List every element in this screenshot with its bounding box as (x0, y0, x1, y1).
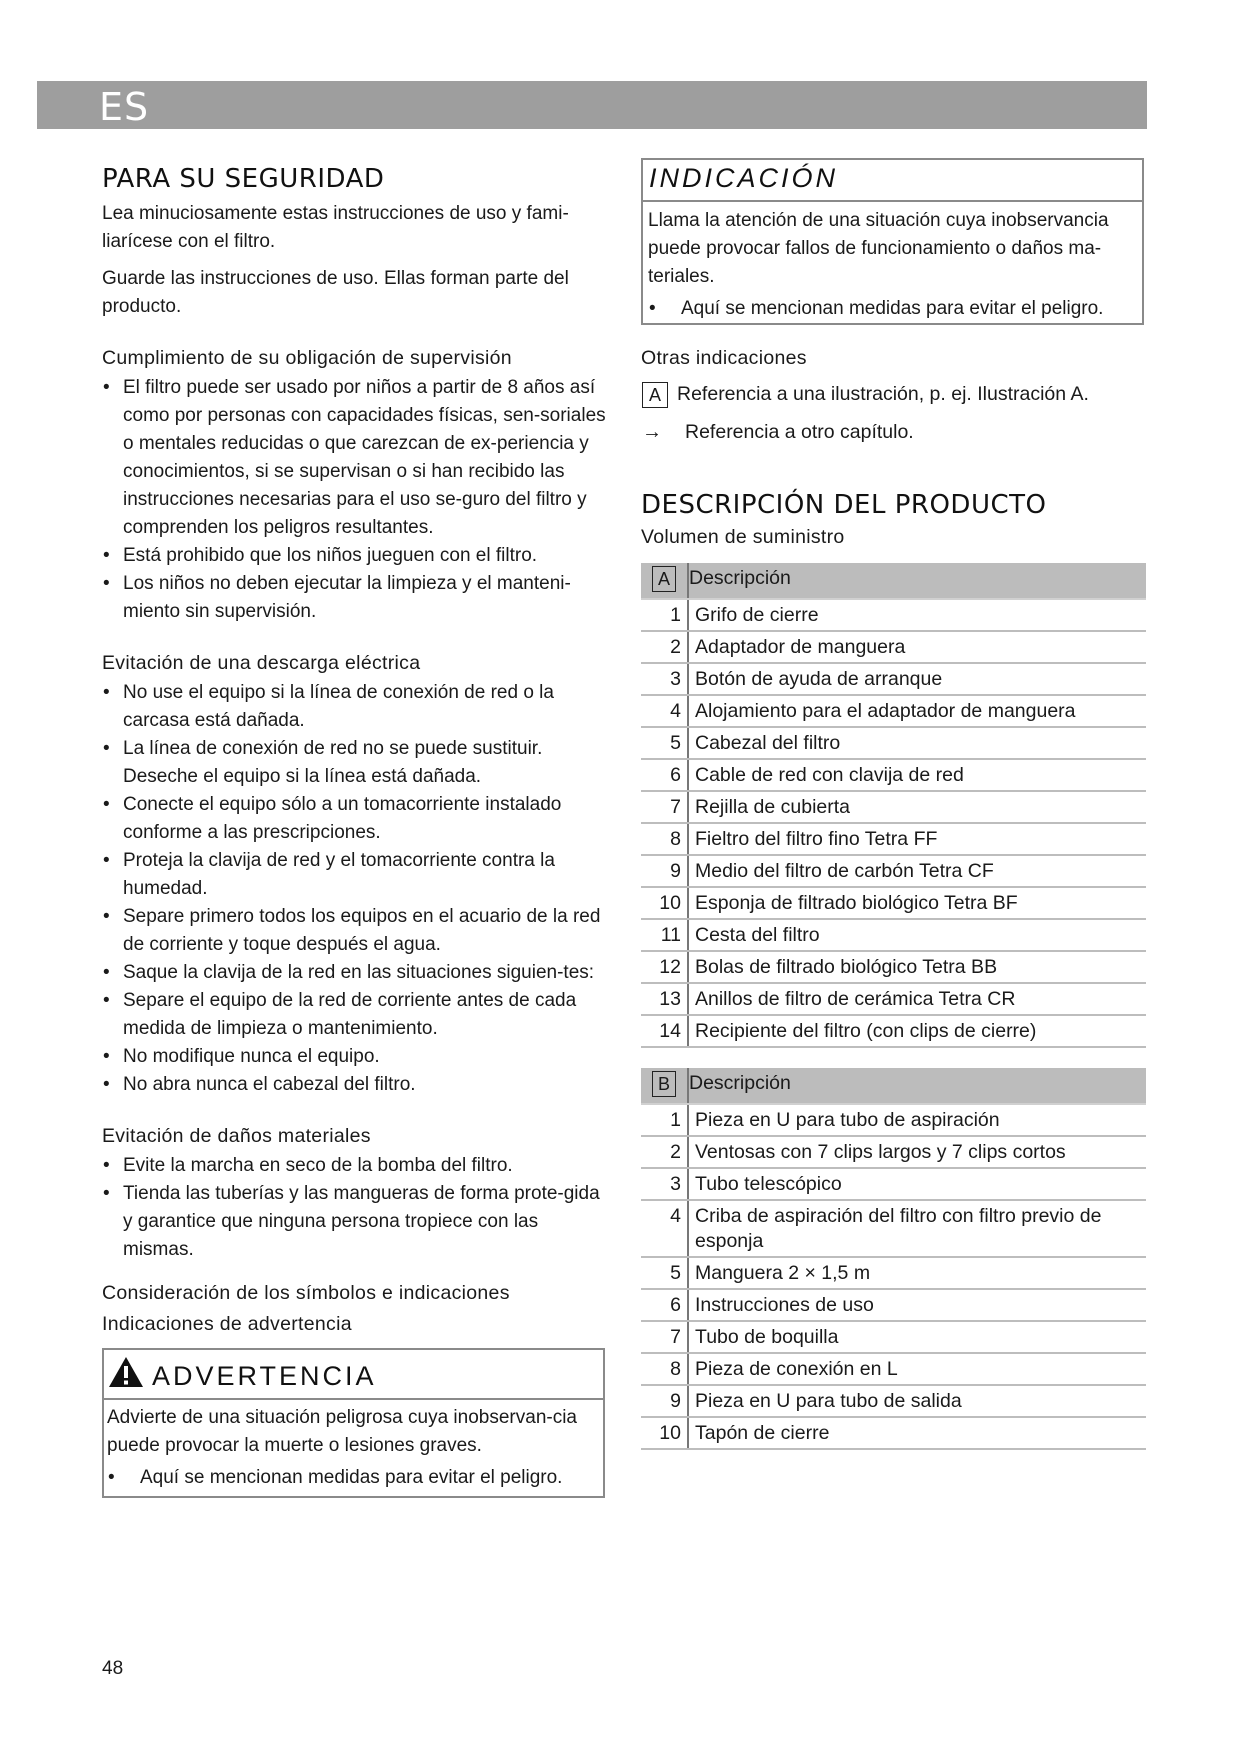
note-box-header (643, 160, 1142, 202)
table-row (641, 1417, 1146, 1449)
table-row (641, 983, 1146, 1015)
row-description: Tapón de cierre (688, 1417, 1146, 1449)
row-description: Anillos de filtro de cerámica Tetra CR (688, 983, 1146, 1015)
table-row (641, 1200, 1146, 1257)
row-number: 6 (641, 759, 688, 791)
table-row (641, 1257, 1146, 1289)
ref-chapter-text: Referencia a otro capítulo. (685, 421, 914, 443)
row-number: 13 (641, 983, 688, 1015)
note-title: INDICACIÓN (649, 163, 839, 193)
list-item: • Proteja la clavija de red y el tomacorriente contra la humedad. (102, 847, 607, 903)
table-row (641, 951, 1146, 983)
row-number: 7 (641, 791, 688, 823)
table-row (641, 1104, 1146, 1136)
row-number: 14 (641, 1015, 688, 1047)
table-row (641, 1289, 1146, 1321)
list-item: • Separe primero todos los equipos en el acuario de la red de corriente y toque después el agua. (102, 903, 607, 959)
warning-box (102, 1348, 605, 1498)
row-description: Manguera 2 × 1,5 m (688, 1257, 1146, 1289)
warning-bullet: • Aquí se mencionan medidas para evitar el peligro. (107, 1464, 600, 1492)
table-row (641, 663, 1146, 695)
row-description: Esponja de filtrado biológico Tetra BF (688, 887, 1146, 919)
row-number: 3 (641, 663, 688, 695)
left-column (102, 158, 607, 1498)
row-number: 12 (641, 951, 688, 983)
row-description: Pieza de conexión en L (688, 1353, 1146, 1385)
table-b-header: Descripción (688, 1068, 1146, 1104)
row-number: 7 (641, 1321, 688, 1353)
list-item: • El filtro puede ser usado por niños a partir de 8 años así como por personas con capacidades físicas, sen-soriales o mentales reducidas o que carezcan de ex-periencia y conocimientos, si se supervisan o si han recibido las instrucciones necesarias para el uso se-guro del filtro y comprenden los peligros resultantes. (102, 374, 607, 542)
table-row (641, 727, 1146, 759)
table-row (641, 1015, 1146, 1047)
warning-title: ADVERTENCIA (152, 1361, 377, 1391)
table-row (641, 855, 1146, 887)
right-column (641, 158, 1146, 1450)
row-description: Tubo de boquilla (688, 1321, 1146, 1353)
warning-triangle-icon (108, 1356, 144, 1388)
row-description: Pieza en U para tubo de salida (688, 1385, 1146, 1417)
list-item: • No use el equipo si la línea de conexión de red o la carcasa está dañada. (102, 679, 607, 735)
row-number: 2 (641, 631, 688, 663)
table-row (641, 1321, 1146, 1353)
table-row (641, 599, 1146, 631)
ref-illustration-symbol: A (642, 382, 668, 408)
ref-illustration (641, 380, 1146, 408)
list-item: • Conecte el equipo sólo a un tomacorriente instalado conforme a las prescripciones. (102, 791, 607, 847)
product-title: DESCRIPCIÓN DEL PRODUCTO (641, 490, 1047, 520)
row-description: Bolas de filtrado biológico Tetra BB (688, 951, 1146, 983)
parts-table-a (641, 563, 1146, 1048)
language-bar (37, 81, 1147, 129)
row-number: 4 (641, 1200, 688, 1257)
parts-table-b (641, 1068, 1146, 1450)
note-box (641, 158, 1144, 325)
row-number: 5 (641, 727, 688, 759)
row-description: Grifo de cierre (688, 599, 1146, 631)
safety-title: PARA SU SEGURIDAD (102, 164, 385, 194)
electric-list (102, 679, 607, 1099)
intro-paragraph-1: Lea minuciosamente estas instrucciones de uso y fami-liarícese con el filtro. (102, 203, 569, 252)
table-row (641, 759, 1146, 791)
table-row (641, 695, 1146, 727)
symbols-heading: Consideración de los símbolos e indicaciones (102, 1282, 510, 1304)
row-description: Alojamiento para el adaptador de manguera (688, 695, 1146, 727)
table-row (641, 791, 1146, 823)
row-number: 3 (641, 1168, 688, 1200)
row-description: Tubo telescópico (688, 1168, 1146, 1200)
warning-text: Advierte de una situación peligrosa cuya inobservan-cia puede provocar la muerte o lesiones graves. (107, 1407, 577, 1456)
row-number: 8 (641, 823, 688, 855)
electric-heading: Evitación de una descarga eléctrica (102, 652, 421, 674)
table-row (641, 919, 1146, 951)
table-row (641, 1168, 1146, 1200)
row-description: Botón de ayuda de arranque (688, 663, 1146, 695)
table-row (641, 1353, 1146, 1385)
row-description: Cabezal del filtro (688, 727, 1146, 759)
supply-heading: Volumen de suministro (641, 526, 845, 548)
table-row (641, 887, 1146, 919)
list-item: • Evite la marcha en seco de la bomba del filtro. (102, 1152, 607, 1180)
row-description: Ventosas con 7 clips largos y 7 clips cortos (688, 1136, 1146, 1168)
table-row (641, 1385, 1146, 1417)
list-item: • Separe el equipo de la red de corriente antes de cada medida de limpieza o mantenimiento. (102, 987, 607, 1043)
material-list (102, 1152, 607, 1264)
table-row (641, 631, 1146, 663)
list-item: • Está prohibido que los niños jueguen con el filtro. (102, 542, 607, 570)
page-number: 48 (102, 1658, 124, 1679)
row-number: 11 (641, 919, 688, 951)
row-number: 9 (641, 1385, 688, 1417)
intro-paragraph-2: Guarde las instrucciones de uso. Ellas forman parte del producto. (102, 268, 569, 317)
table-b-label: B (652, 1071, 676, 1097)
row-number: 8 (641, 1353, 688, 1385)
row-description: Adaptador de manguera (688, 631, 1146, 663)
row-description: Instrucciones de uso (688, 1289, 1146, 1321)
row-description: Criba de aspiración del filtro con filtro previo de esponja (688, 1200, 1146, 1257)
arrow-right-icon: → (642, 421, 662, 443)
row-description: Recipiente del filtro (con clips de cierre) (688, 1015, 1146, 1047)
list-item: • No abra nunca el cabezal del filtro. (102, 1071, 607, 1099)
table-header-row (641, 563, 1146, 599)
row-number: 10 (641, 887, 688, 919)
warning-box-header (104, 1350, 603, 1400)
table-a-header: Descripción (688, 563, 1146, 599)
ref-illustration-text: Referencia a una ilustración, p. ej. Ilustración A. (677, 383, 1089, 405)
list-item: • Saque la clavija de la red en las situaciones siguien-tes: (102, 959, 607, 987)
row-number: 6 (641, 1289, 688, 1321)
row-number: 10 (641, 1417, 688, 1449)
note-text: Llama la atención de una situación cuya inobservancia puede provocar fallos de funcionamiento o daños ma-teriales. (648, 210, 1109, 287)
table-a-label: A (652, 566, 676, 592)
language-code: ES (99, 85, 150, 129)
other-indications-heading: Otras indicaciones (641, 347, 807, 369)
note-bullet: • Aquí se mencionan medidas para evitar el peligro. (648, 295, 1137, 323)
table-header-row (641, 1068, 1146, 1104)
list-item: • Los niños no deben ejecutar la limpieza y el manteni-miento sin supervisión. (102, 570, 607, 626)
table-row (641, 1136, 1146, 1168)
row-number: 1 (641, 1104, 688, 1136)
table-row (641, 823, 1146, 855)
row-number: 5 (641, 1257, 688, 1289)
row-description: Rejilla de cubierta (688, 791, 1146, 823)
supervision-list (102, 374, 607, 626)
supervision-heading: Cumplimiento de su obligación de supervisión (102, 347, 512, 369)
warnings-heading: Indicaciones de advertencia (102, 1313, 352, 1335)
row-description: Medio del filtro de carbón Tetra CF (688, 855, 1146, 887)
row-number: 2 (641, 1136, 688, 1168)
row-number: 4 (641, 695, 688, 727)
row-description: Cesta del filtro (688, 919, 1146, 951)
row-description: Cable de red con clavija de red (688, 759, 1146, 791)
row-description: Fieltro del filtro fino Tetra FF (688, 823, 1146, 855)
material-heading: Evitación de daños materiales (102, 1125, 371, 1147)
list-item: • Tienda las tuberías y las mangueras de forma prote-gida y garantice que ninguna persona tropiece con las mismas. (102, 1180, 607, 1264)
row-number: 1 (641, 599, 688, 631)
list-item: • La línea de conexión de red no se puede sustituir. Deseche el equipo si la línea está dañada. (102, 735, 607, 791)
ref-chapter (641, 418, 1146, 446)
row-description: Pieza en U para tubo de aspiración (688, 1104, 1146, 1136)
row-number: 9 (641, 855, 688, 887)
list-item: • No modifique nunca el equipo. (102, 1043, 607, 1071)
